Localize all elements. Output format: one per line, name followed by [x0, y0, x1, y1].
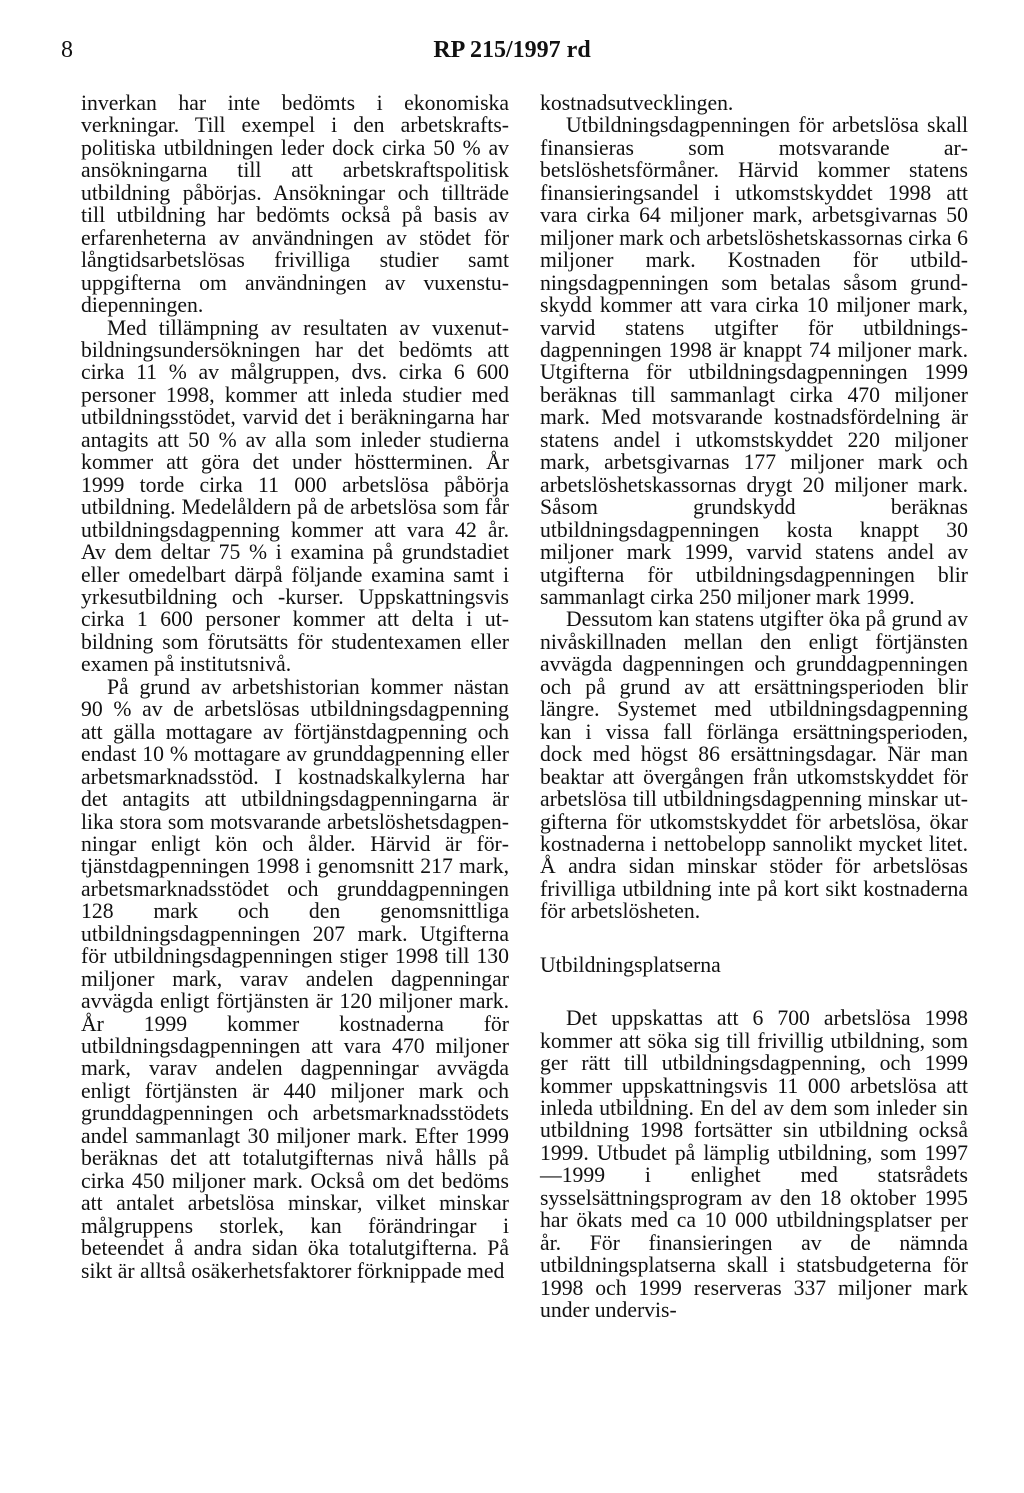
- paragraph: På grund av arbetshistorian kommer nästan 90 % av de arbetslösas utbildningsdagpenning att gälla mottagare av förtjänstdagpenning och endast 10 % mottagare av grunddagpenning eller arbetsmarknadsstöd. I kostnadskalkylerna har det antagits att utbildningsdagpenningarna är lika stora som motsvarande arbetslöshetsdagpenningar enligt kön och ålder. Härvid är förtjänstdagpenningen 1998 i genomsnitt 217 mark, arbetsmarknadsstödet och grunddagpenningen 128 mark och den genomsnittliga utbildningsdagpenningen 207 mark. Utgifterna för utbildningsdagpenningen stiger 1998 till 130 miljoner mark, varav andelen dagpenningar avvägda enligt förtjänsten är 120 miljoner mark. År 1999 kommer kostnaderna för utbildningsdagpenningen att vara 470 miljoner mark, varav andelen dagpenningar avvägda enligt förtjänsten är 440 miljoner mark och grunddagpenningen och arbetsmarknadsstödets andel sammanlagt 30 miljoner mark. Efter 1999 beräknas det att totalutgifternas nivå hålls på cirka 450 miljoner mark. Också om det bedöms att antalet arbetslösa minskar, vilket minskar målgruppens storlek, kan förändringar i beteendet å andra sidan öka totalutgifterna. På sikt är alltså osäkerhetsfaktorer förknippade med: [81, 674, 509, 1283]
- page-number: 8: [61, 37, 73, 63]
- paragraph: Det uppskattas att 6 700 arbetslösa 1998 kommer att söka sig till frivillig utbildning, som ger rätt till utbildningsdagpenning, och 1999 kommer uppskattningsvis 11 000 arbetslösa att inleda utbildning. En del av dem som inleder sin utbildning 1998 fortsätter sin utbildning också 1999. Utbudet på lämplig utbildning, som 1997—1999 i enlighet med statsrådets sysselsättningsprogram av den 18 oktober 1995 har ökats med ca 10 000 utbildningsplatser per år. För finansieringen av de nämnda utbildningsplatserna skall i statsbudgeterna för 1998 och 1999 reserveras 337 miljoner mark under undervis-: [540, 1006, 968, 1323]
- paragraph: Utbildningsdagpenningen för arbetslösa skall finansieras som motsvarande arbetslöshetsförmåner. Härvid kommer statens finansieringsandel i utkomstskyddet 1998 att vara cirka 64 miljoner mark, arbetsgivarnas 50 miljoner mark och arbetslöshetskassornas cirka 6 miljoner mark. Kostnaden för utbildningsdagpenningen som betalas såsom grundskydd kommer att vara cirka 10 miljoner mark, varvid statens utgifter för utbildningsdagpenningen 1998 är knappt 74 miljoner mark. Utgifterna för utbildningsdagpenningen 1999 beräknas till sammanlagt cirka 470 miljoner mark. Med motsvarande kostnadsfördelning är statens andel i utkomstskyddet 220 miljoner mark, arbetsgivarnas 177 miljoner mark och arbetslöshetskassornas drygt 20 miljoner mark. Såsom grundskydd beräknas utbildningsdagpenningen kosta knappt 30 miljoner mark 1999, varvid statens andel av utgifterna för utbildningsdagpenningen blir sammanlagt cirka 250 miljoner mark 1999.: [540, 113, 968, 609]
- section-heading: Utbildningsplatserna: [540, 952, 721, 977]
- paragraph: kostnadsutvecklingen.: [540, 91, 734, 115]
- paragraph: Med tillämpning av resultaten av vuxenutbildningsundersökningen har det bedömts att cirka 11 % av målgruppen, dvs. cirka 6 600 personer 1998, kommer att inleda studier med utbildningsstödet, varvid det i beräkningarna har antagits att 50 % av alla som inleder studierna kommer att göra det under höstterminen. År 1999 torde cirka 11 000 arbetslösa påbörja utbildning. Medelåldern på de arbetslösa som får utbildningsdagpenning kommer att vara 42 år. Av dem deltar 75 % i examina på grundstadiet eller omedelbart därpå följande examina samt i yrkesutbildning och -kurser. Uppskattningsvis cirka 1 600 personer kommer att delta i utbildning som förutsätts för studentexamen eller examen på institutsnivå.: [81, 315, 509, 677]
- paragraph: inverkan har inte bedömts i ekonomiska verkningar. Till exempel i den arbetskraftspolitiska utbildningen leder dock cirka 50 % av ansökningarna till att arbetskraftspolitisk utbildning påbörjas. Ansökningar och tillträde till utbildning har bedömts också på basis av erfarenheterna av användningen av stödet för långtidsarbetslösas frivilliga studier samt uppgifterna om användningen av vuxenstudiepenningen.: [81, 91, 509, 318]
- right-column: [540, 92, 968, 1322]
- paragraph: Dessutom kan statens utgifter öka på grund av nivåskillnaden mellan den enligt förtjänsten avvägda dagpenningen och grunddagpenningen och på grund av att ersättningsperioden blir längre. Systemet med utbildningsdagpenning kan i vissa fall förlänga ersättningsperioden, dock med högst 86 ersättningsdagar. När man beaktar att övergången från utkomstskyddet för arbetslösa till utbildningsdagpenning minskar utgifterna för utkomstskyddet för arbetslösa, ökar kostnaderna i nettobelopp sannolikt mycket litet. Å andra sidan minskar stöder för arbetslösas frivilliga utbildning inte på kort sikt kostnaderna för arbetslösheten.: [540, 607, 968, 924]
- left-column: [81, 92, 509, 1282]
- running-header: RP 215/1997 rd: [433, 37, 591, 63]
